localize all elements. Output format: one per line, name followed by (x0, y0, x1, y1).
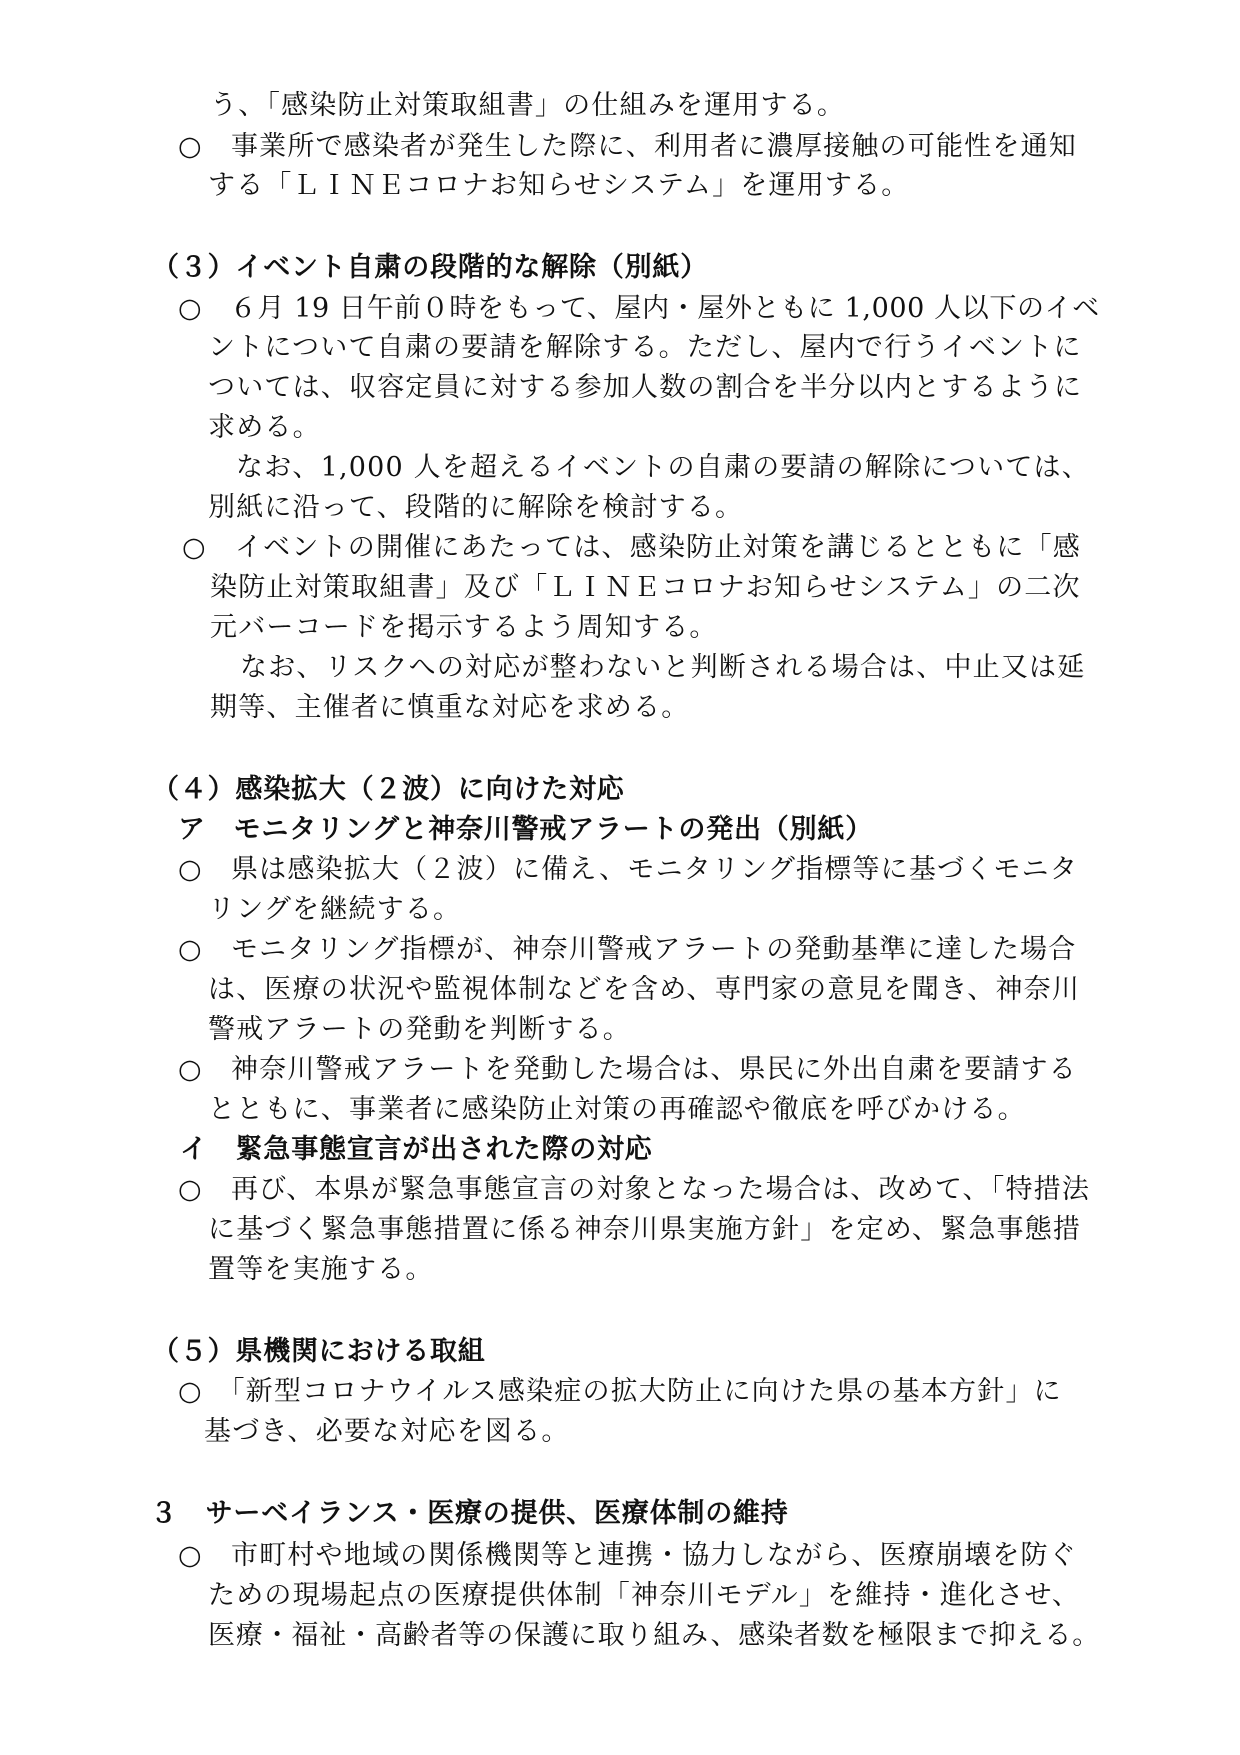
text-line: リングを継続する。 (208, 894, 462, 925)
text-line: 医療・福祉・高齢者等の保護に取り組み、感染者数を極限まで抑える。 (208, 1620, 1101, 1651)
text-line: う、「感染防止対策取組書」の仕組みを運用する。 (210, 90, 846, 121)
section-heading: （４）感染拡大（２波）に向けた対応 (152, 774, 625, 805)
text-line: は、医療の状況や監視体制などを含め、専門家の意見を聞き、神奈川 (208, 974, 1081, 1005)
text-line: ントについて自粛の要請を解除する。ただし、屋内で行うイベントに (208, 332, 1082, 363)
section-heading: （３）イベント自粛の段階的な解除（別紙） (152, 252, 708, 283)
text-line: ○ モニタリング指標が、神奈川警戒アラートの発動基準に達した場合 (178, 934, 1077, 965)
text-line: する「ＬＩＮＥコロナお知らせシステム」を運用する。 (208, 170, 910, 201)
text-line: ○ 県は感染拡大（２波）に備え、モニタリング指標等に基づくモニタ (178, 854, 1079, 885)
text-line: ための現場起点の医療提供体制「神奈川モデル」を維持・進化させ、 (208, 1580, 1081, 1611)
text-line: 期等、主催者に慎重な対応を求める。 (210, 692, 690, 723)
text-line: 元バーコードを掲示するよう周知する。 (210, 612, 718, 643)
text-line: ○ 市町村や地域の関係機関等と連携・協力しながら、医療崩壊を防ぐ (178, 1540, 1077, 1571)
text-line: ○ イベントの開催にあたっては、感染防止対策を講じるとともに「感 (182, 532, 1081, 563)
text-line: 警戒アラートの発動を判断する。 (208, 1014, 631, 1045)
text-line: 求める。 (208, 412, 321, 443)
text-line: 置等を実施する。 (208, 1254, 434, 1285)
chapter-heading: ３ サーベイランス・医療の提供、医療体制の維持 (150, 1498, 789, 1529)
text-line: ついては、収容定員に対する参加人数の割合を半分以内とするように (208, 372, 1083, 403)
text-line: ○ ６月 19 日午前０時をもって、屋内・屋外ともに 1,000 人以下のイベ (178, 293, 1100, 324)
text-line: ○ 再び、本県が緊急事態宣言の対象となった場合は、改めて、「特措法 (178, 1174, 1091, 1205)
text-line: 染防止対策取組書」及び「ＬＩＮＥコロナお知らせシステム」の二次 (210, 572, 1081, 603)
section-heading: （５）県機関における取組 (152, 1336, 486, 1367)
text-line: なお、リスクへの対応が整わないと判断される場合は、中止又は延 (240, 652, 1086, 683)
subsection-heading: ア モニタリングと神奈川警戒アラートの発出（別紙） (178, 814, 873, 845)
text-line: とともに、事業者に感染防止対策の再確認や徹底を呼びかける。 (208, 1094, 1026, 1125)
text-line: 別紙に沿って、段階的に解除を検討する。 (208, 492, 744, 523)
text-line: ○ 「新型コロナウイルス感染症の拡大防止に向けた県の基本方針」に (178, 1376, 1062, 1407)
subsection-heading: イ 緊急事態宣言が出された際の対応 (180, 1134, 653, 1165)
text-line: なお、1,000 人を超えるイベントの自粛の要請の解除については、 (236, 452, 1090, 483)
text-line: 基づき、必要な対応を図る。 (204, 1416, 570, 1447)
text-line: に基づく緊急事態措置に係る神奈川県実施方針」を定め、緊急事態措 (208, 1214, 1082, 1245)
text-line: ○ 神奈川警戒アラートを発動した場合は、県民に外出自粛を要請する (178, 1054, 1077, 1085)
text-line: ○ 事業所で感染者が発生した際に、利用者に濃厚接触の可能性を通知 (178, 131, 1077, 162)
